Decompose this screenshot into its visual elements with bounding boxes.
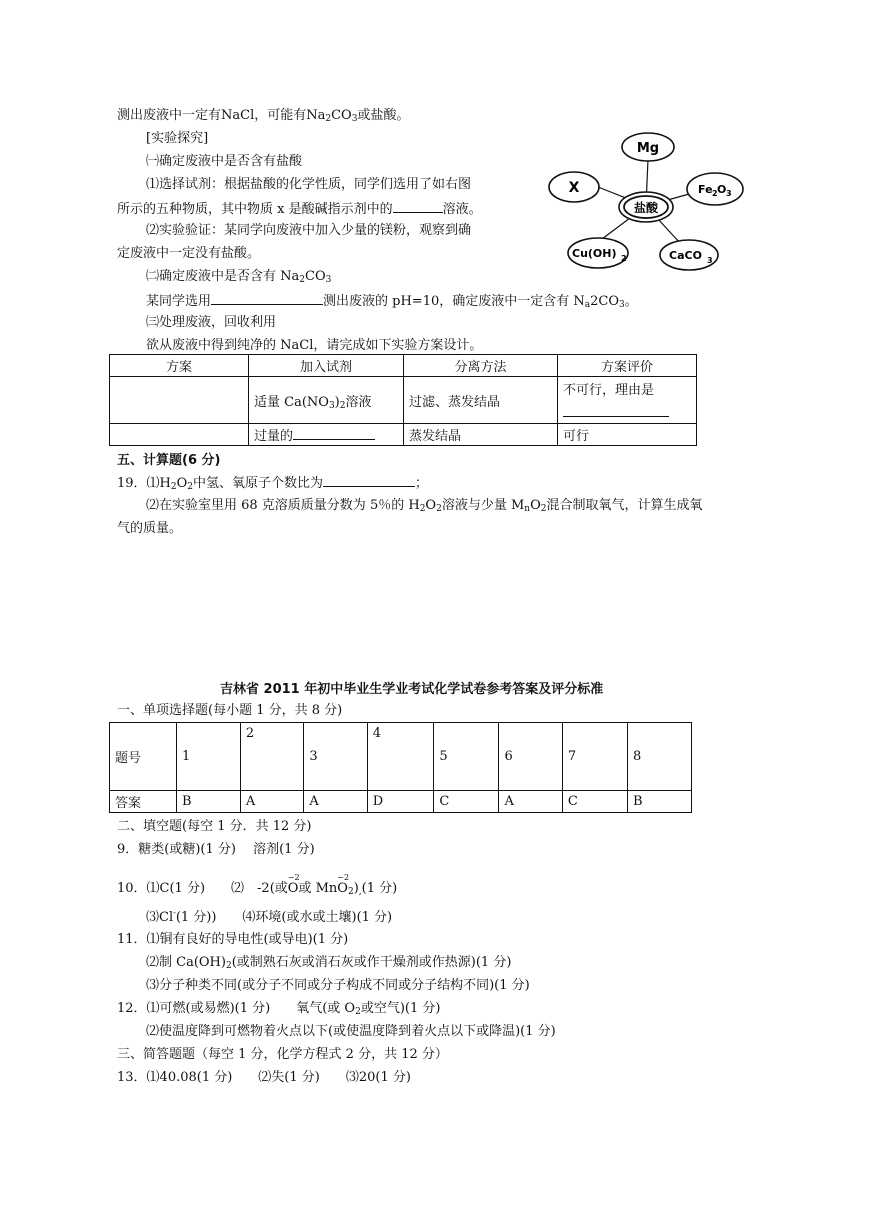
answers-num: 8 bbox=[628, 723, 692, 791]
answers-ans: C bbox=[434, 791, 499, 813]
svg-text:3: 3 bbox=[726, 189, 732, 198]
plan-cell bbox=[110, 377, 249, 424]
diagram-mg: Mg bbox=[636, 141, 660, 156]
svg-text:2: 2 bbox=[621, 254, 627, 263]
svg-text:3: 3 bbox=[707, 256, 713, 265]
diagram-fe: Fe bbox=[698, 183, 713, 196]
diagram-ca: CaCO bbox=[669, 249, 702, 262]
answer-10-line2: ⑶Cl-(1 分)) ⑷环境(或水或土壤)(1 分) bbox=[146, 908, 393, 925]
blank-reagent[interactable] bbox=[293, 427, 375, 440]
diagram-x: X bbox=[568, 180, 580, 196]
plan-header: 方案 bbox=[110, 355, 249, 377]
answer-9: 9．糖类(或糖)(1 分) 溶剂(1 分) bbox=[117, 842, 315, 857]
blank-reason[interactable] bbox=[563, 404, 669, 417]
plan-header: 方案评价 bbox=[558, 355, 697, 377]
answer-11-line2: ⑵制 $Ca(OH)_2$(或制熟石灰或消石灰或作干燥剂或作热源)(1 分) bbox=[146, 955, 512, 971]
diagram-cu: Cu(OH) bbox=[572, 247, 617, 260]
line-step-1-conclusion: 定废液中一定没有盐酸。 bbox=[117, 246, 261, 261]
answers-num: 2 bbox=[240, 723, 303, 791]
answer-12-line1: 12．⑴可燃(或易燃)(1 分) 氧气(或 $O_2$或空气)(1 分) bbox=[117, 1001, 441, 1017]
answer-11-line3: ⑶分子种类不同(或分子不同或分子构成不同或分子结构不同)(1 分) bbox=[146, 978, 530, 993]
answers-ans: C bbox=[562, 791, 627, 813]
answers-num: 6 bbox=[499, 723, 562, 791]
plan-cell: 适量 $Ca(NO_3)_2$溶液 bbox=[249, 377, 404, 424]
answers-section-1: 一、单项选择题(每小题 1 分，共 8 分) bbox=[117, 703, 343, 718]
answers-num: 7 bbox=[562, 723, 627, 791]
answers-ans: D bbox=[367, 791, 434, 813]
blank-indicator[interactable] bbox=[393, 200, 443, 213]
answers-row-ans: 答案 bbox=[110, 791, 177, 813]
answers-num: 5 bbox=[434, 723, 499, 791]
line-step-1-indicator: 所示的五种物质，其中物质 x 是酸碱指示剂中的 溶液。 bbox=[117, 202, 482, 217]
q19-part1: 19．$⑴H_2O_2$中氢、氧原子个数比为 ； bbox=[117, 476, 429, 492]
line-step-2-ph: 某同学选用 测出废液的 pH=10，确定废液中一定含有 $N_a2CO_3$。 bbox=[146, 294, 638, 310]
answer-12-line2: ⑵使温度降到可燃物着火点以下(或使温度降到着火点以下或降温)(1 分) bbox=[146, 1024, 556, 1039]
plan-cell: 不可行，理由是 bbox=[558, 377, 697, 424]
plan-header: 分离方法 bbox=[404, 355, 558, 377]
plan-table bbox=[109, 354, 697, 446]
answers-ans: A bbox=[499, 791, 562, 813]
plan-cell: 可行 bbox=[558, 424, 697, 446]
svg-text:2: 2 bbox=[712, 189, 718, 198]
q19-part2-cont: 气的质量。 bbox=[117, 521, 183, 536]
line-experiment-heading: [实验探究] bbox=[146, 131, 209, 146]
line-step-1-title: ㈠确定废液中是否含有盐酸 bbox=[146, 154, 303, 169]
answers-num: 3 bbox=[304, 723, 367, 791]
svg-text:O: O bbox=[717, 183, 727, 196]
answer-11-line1: 11．⑴铜有良好的导电性(或导电)(1 分) bbox=[117, 932, 349, 947]
blank-ph-tool[interactable] bbox=[211, 292, 323, 305]
plan-cell: 过滤、蒸发结晶 bbox=[404, 377, 558, 424]
line-waste-nacl: 测出废液中一定有NaCl，可能有$Na_2CO_3$或盐酸。 bbox=[117, 108, 410, 124]
plan-cell: 过量的 bbox=[249, 424, 404, 446]
answers-section-2: 二、填空题(每空 1 分．共 12 分) bbox=[117, 819, 312, 834]
answers-section-3: 三、简答题题（每空 1 分，化学方程式 2 分，共 12 分） bbox=[117, 1047, 448, 1062]
line-step-3-task: 欲从废液中得到纯净的 NaCl，请完成如下实验方案设计。 bbox=[146, 338, 483, 353]
answer-13: 13．⑴40.08(1 分) ⑵失(1 分) ⑶20(1 分) bbox=[117, 1070, 411, 1085]
answers-table bbox=[109, 722, 692, 813]
answer-10-line1: 10．⑴C(1 分) ⑵ -2(或 −2 O或 Mn −2 $O_2)_,(1$ 分) bbox=[117, 873, 398, 897]
answers-title: 吉林省 2011 年初中毕业生学业考试化学试卷参考答案及评分标准 bbox=[220, 682, 604, 697]
section-5-title: 五、计算题(6 分) bbox=[117, 453, 221, 468]
answers-ans: A bbox=[304, 791, 367, 813]
q19-part2: ⑵在实验室里用 68 克溶质质量分数为 5％的 $H_2O_2$溶液与少量 $M_nO_2$混合制取氧气，计算生成氧 bbox=[146, 498, 703, 514]
plan-cell bbox=[110, 424, 249, 446]
answers-ans: B bbox=[628, 791, 692, 813]
answers-ans: B bbox=[177, 791, 241, 813]
line-step-2-title: ㈡确定废液中是否含有 $Na_2CO_3$ bbox=[146, 269, 332, 285]
answers-row-head: 题号 bbox=[110, 723, 177, 791]
diagram-center: 盐酸 bbox=[633, 201, 659, 215]
blank-ratio[interactable] bbox=[323, 474, 415, 487]
answers-ans: A bbox=[240, 791, 303, 813]
line-step-1-verify: ⑵实验验证：某同学向废液中加入少量的镁粉，观察到确 bbox=[146, 223, 472, 238]
answers-num: 1 bbox=[177, 723, 241, 791]
plan-cell: 蒸发结晶 bbox=[404, 424, 558, 446]
line-step-3-title: ㈢处理废液，回收利用 bbox=[146, 315, 277, 330]
line-step-1-reagent: ⑴选择试剂：根据盐酸的化学性质，同学们选用了如右图 bbox=[146, 177, 472, 192]
plan-header: 加入试剂 bbox=[249, 355, 404, 377]
answers-num: 4 bbox=[367, 723, 434, 791]
hydrochloric-acid-diagram bbox=[540, 125, 750, 275]
